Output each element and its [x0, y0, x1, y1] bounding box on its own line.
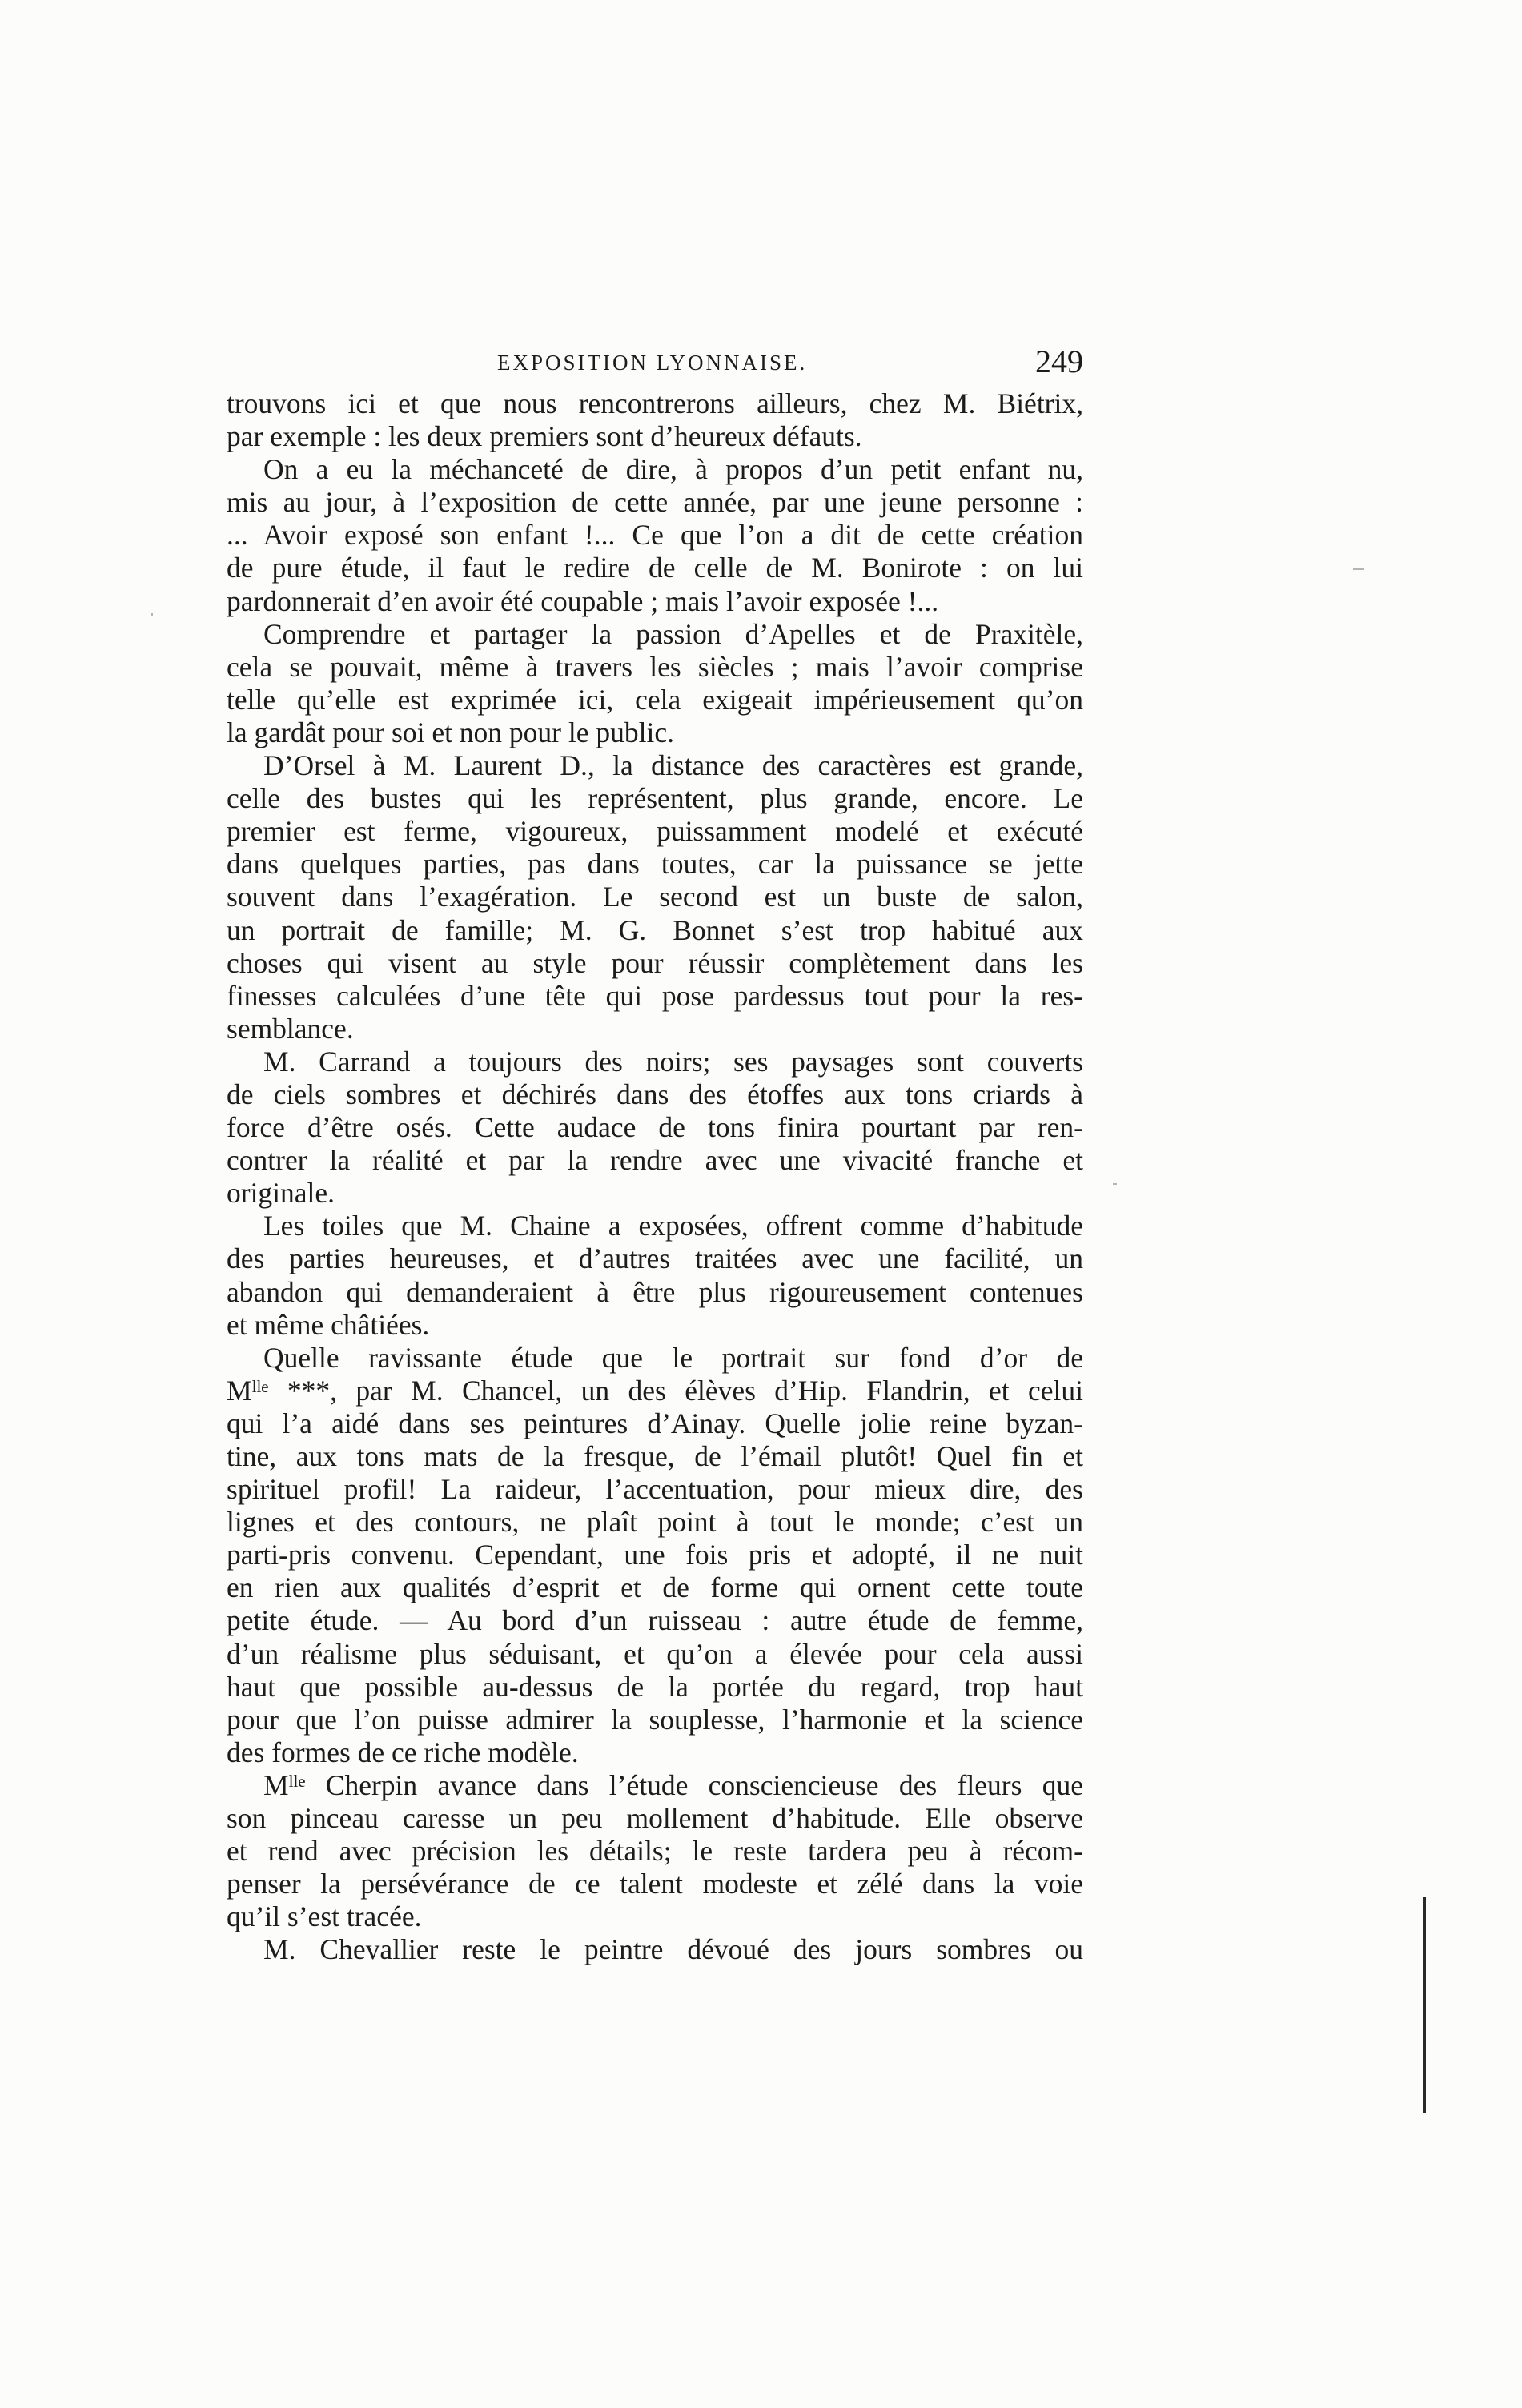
text-line: telle qu’elle est exprimée ici, cela exigeait impérieusement qu’on	[227, 683, 1083, 716]
text-line: la gardât pour soi et non pour le public.	[227, 716, 674, 748]
text-line: qui l’a aidé dans ses peintures d’Ainay. Quelle jolie reine byzan-	[227, 1407, 1083, 1439]
text-line: en rien aux qualités d’esprit et de forme qui ornent cette toute	[227, 1571, 1083, 1604]
text-line: celle des bustes qui les représentent, plus grande, encore. Le	[227, 782, 1083, 815]
text-line: et même châtiées.	[227, 1308, 430, 1341]
text-line: trouvons ici et que nous rencontrerons ailleurs, chez M. Biétrix,	[227, 387, 1083, 419]
text-line: tine, aux tons mats de la fresque, de l’émail plutôt! Quel fin et	[227, 1440, 1083, 1472]
text-line: choses qui visent au style pour réussir complètement dans les	[227, 946, 1083, 979]
text-line: qu’il s’est tracée.	[227, 1900, 422, 1933]
text-line: finesses calculées d’une tête qui pose pardessus tout pour la res-	[227, 979, 1083, 1012]
text-line: son pinceau caresse un peu mollement d’habitude. Elle observe	[227, 1802, 1083, 1835]
page-number: 249	[1035, 343, 1083, 379]
text-line: premier est ferme, vigoureux, puissamment modelé et exécuté	[227, 815, 1083, 848]
text-line: Mˡˡᵉ ***, par M. Chancel, un des élèves d’Hip. Flandrin, et celui	[227, 1374, 1083, 1407]
text-line: Les toiles que M. Chaine a exposées, offrent comme d’habitude	[263, 1210, 1083, 1242]
text-line: spirituel profil! La raideur, l’accentuation, pour mieux dire, des	[227, 1473, 1083, 1506]
text-line: pardonnerait d’en avoir été coupable ; mais l’avoir exposée !...	[227, 584, 939, 617]
text-line: Comprendre et partager la passion d’Apelles et de Praxitèle,	[263, 617, 1083, 650]
text-line: souvent dans l’exagération. Le second est un buste de salon,	[227, 881, 1083, 913]
text-line: mis au jour, à l’exposition de cette année, par une jeune personne :	[227, 486, 1083, 519]
text-line: contrer la réalité et par la rendre avec une vivacité franche et	[227, 1144, 1083, 1177]
text-line: parti-pris convenu. Cependant, une fois pris et adopté, il ne nuit	[227, 1539, 1083, 1571]
text-line: un portrait de famille; M. G. Bonnet s’est trop habitué aux	[227, 913, 1083, 946]
text-line: force d’être osés. Cette audace de tons finira pourtant par ren-	[227, 1111, 1083, 1144]
text-line: semblance.	[227, 1012, 354, 1045]
text-line: M. Chevallier reste le peintre dévoué des jours sombres ou	[263, 1933, 1083, 1966]
text-line: des formes de ce riche modèle.	[227, 1736, 579, 1768]
scan-mark	[1353, 568, 1364, 570]
text-line: pour que l’on puisse admirer la souplesse, l’harmonie et la science	[227, 1703, 1083, 1736]
text-line: petite étude. — Au bord d’un ruisseau : autre étude de femme,	[227, 1604, 1083, 1637]
page-header	[227, 343, 1083, 387]
scan-edge-line	[1423, 1897, 1426, 2113]
text-line: lignes et des contours, ne plaît point à tout le monde; c’est un	[227, 1506, 1083, 1539]
scan-mark	[1113, 1183, 1117, 1185]
text-line: ... Avoir exposé son enfant !... Ce que l’on a dit de cette création	[227, 519, 1083, 552]
text-line: d’un réalisme plus séduisant, et qu’on a élevée pour cela aussi	[227, 1637, 1083, 1670]
text-line: M. Carrand a toujours des noirs; ses paysages sont couverts	[263, 1045, 1083, 1078]
text-line: et rend avec précision les détails; le reste tardera peu à récom-	[227, 1835, 1083, 1868]
text-line: Quelle ravissante étude que le portrait sur fond d’or de	[263, 1341, 1083, 1374]
text-line: originale.	[227, 1177, 335, 1210]
body-text	[227, 387, 1083, 1967]
text-line: des parties heureuses, et d’autres traitées avec une facilité, un	[227, 1242, 1083, 1275]
text-line: par exemple : les deux premiers sont d’heureux défauts.	[227, 420, 862, 453]
text-line: abandon qui demanderaient à être plus rigoureusement contenues	[227, 1275, 1083, 1308]
text-line: de pure étude, il faut le redire de celle de M. Bonirote : on lui	[227, 552, 1083, 584]
text-line: penser la persévérance de ce talent modeste et zélé dans la voie	[227, 1868, 1083, 1900]
scan-mark	[151, 613, 153, 616]
running-title: EXPOSITION LYONNAISE.	[497, 351, 808, 375]
text-line: cela se pouvait, même à travers les siècles ; mais l’avoir comprise	[227, 650, 1083, 683]
text-line: D’Orsel à M. Laurent D., la distance des caractères est grande,	[263, 749, 1083, 782]
text-line: haut que possible au-dessus de la portée du regard, trop haut	[227, 1670, 1083, 1703]
text-line: de ciels sombres et déchirés dans des étoffes aux tons criards à	[227, 1078, 1083, 1110]
text-line: dans quelques parties, pas dans toutes, car la puissance se jette	[227, 848, 1083, 881]
text-line: Mˡˡᵉ Cherpin avance dans l’étude consciencieuse des fleurs que	[263, 1768, 1083, 1801]
text-line: On a eu la méchanceté de dire, à propos d’un petit enfant nu,	[263, 453, 1083, 486]
